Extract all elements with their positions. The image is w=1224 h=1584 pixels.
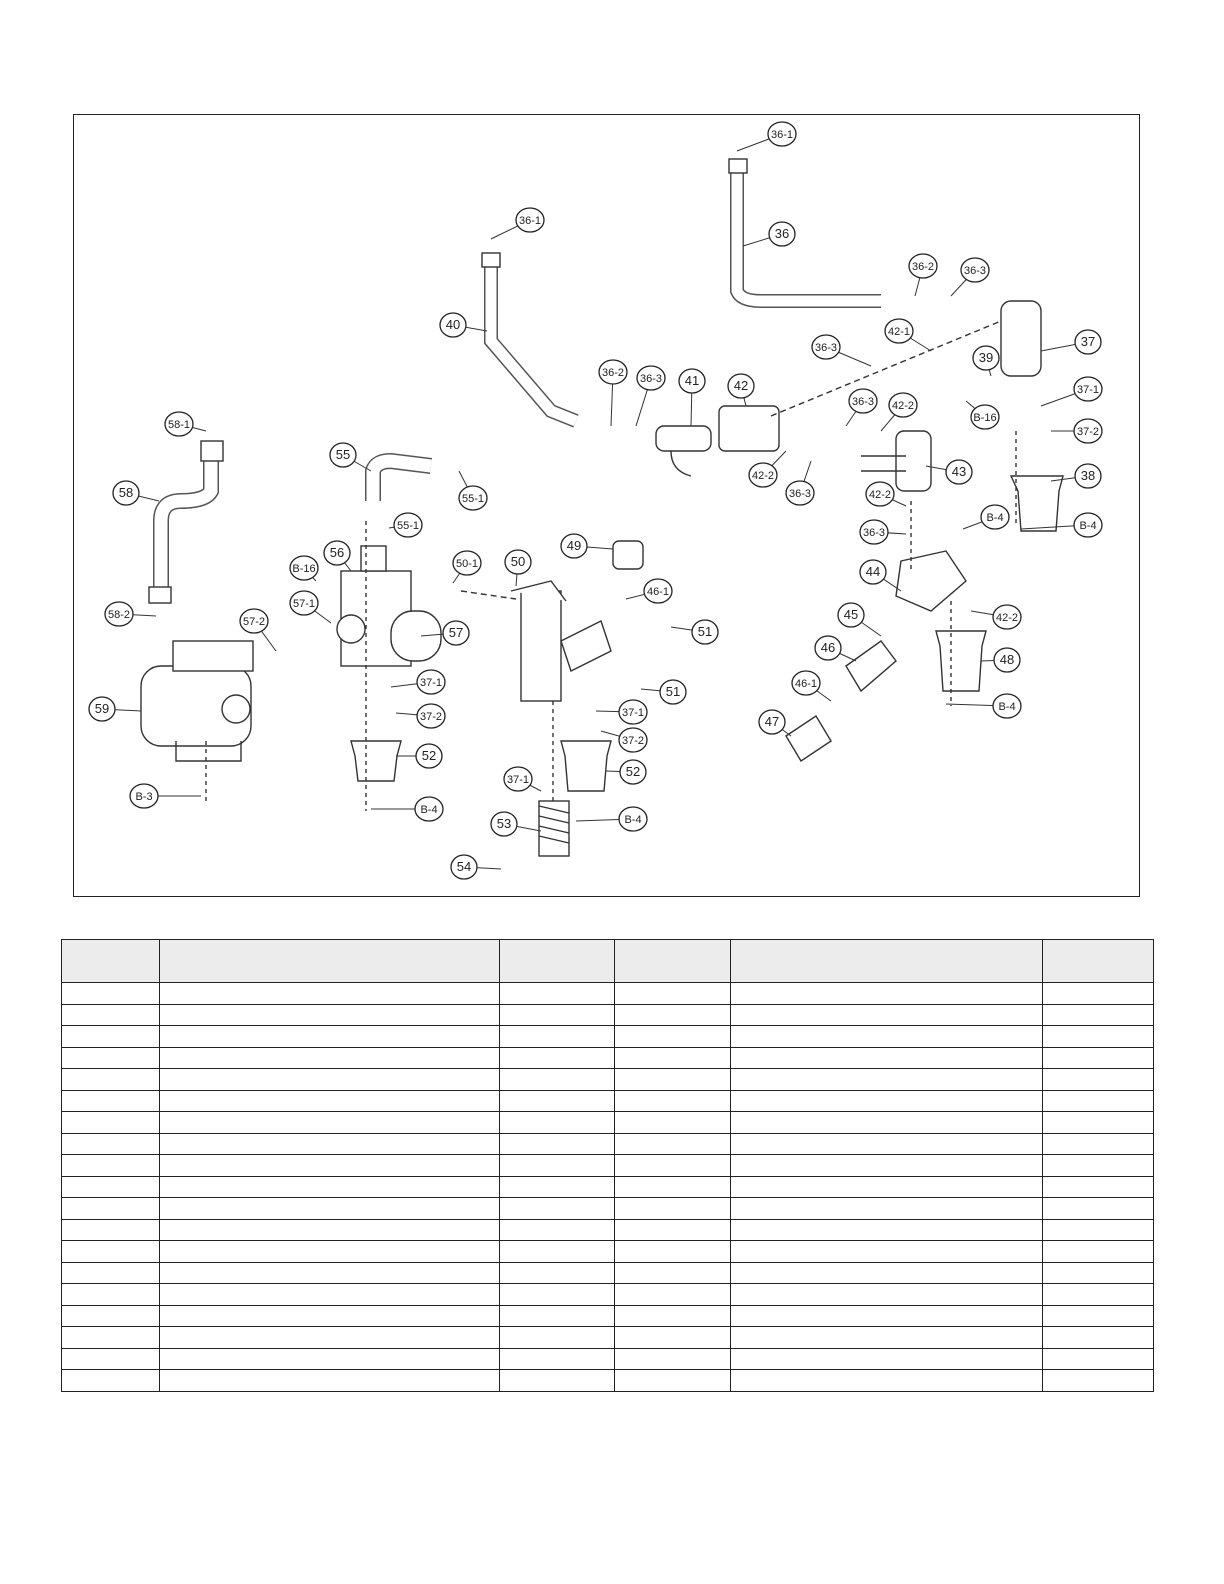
table-cell (731, 983, 1043, 1005)
table-cell (160, 983, 500, 1005)
header-cell (1043, 940, 1154, 983)
base-52-right (561, 741, 611, 791)
table-cell (1043, 1026, 1154, 1048)
header-cell (62, 940, 160, 983)
header-cell (615, 940, 731, 983)
header-cell (500, 940, 615, 983)
cap-49 (613, 541, 643, 569)
callout-label: 36-2 (911, 261, 935, 273)
table-cell (615, 1262, 731, 1284)
callout-label: 46-1 (646, 586, 670, 598)
table-cell (1043, 1219, 1154, 1241)
pipe-40-nut (482, 253, 500, 267)
table-cell (500, 1047, 615, 1069)
callout-42-2a (889, 393, 917, 417)
callout-label: 37-2 (621, 735, 645, 747)
table-cell (731, 1370, 1043, 1392)
table-cell (1043, 1004, 1154, 1026)
callout-label: B-16 (973, 412, 997, 424)
callout-label: B-4 (1079, 520, 1097, 532)
callout-label: 36-2 (601, 367, 625, 379)
table-cell (500, 1305, 615, 1327)
table-cell (62, 1176, 160, 1198)
callout-40 (440, 313, 466, 337)
callout-37-2c (619, 728, 647, 752)
callout-label: 56 (329, 545, 345, 560)
callout-label: 36-1 (518, 215, 542, 227)
callout-label: B-4 (420, 804, 438, 816)
sensor-42 (719, 406, 779, 451)
table-cell (1043, 1348, 1154, 1370)
callout-36-2b (599, 360, 627, 384)
table-cell (615, 1047, 731, 1069)
callout-label: 36 (774, 226, 790, 241)
table-cell (500, 1069, 615, 1091)
callout-36-3f (860, 520, 888, 544)
table-row (62, 1348, 1154, 1370)
pump-59 (141, 641, 253, 761)
table-cell (62, 1004, 160, 1026)
callout-36-1a (768, 122, 796, 146)
table-cell (731, 1047, 1043, 1069)
callout-48 (994, 648, 1020, 672)
table-cell (500, 1026, 615, 1048)
callout-label: 37 (1080, 334, 1096, 349)
table-cell (731, 1241, 1043, 1263)
callout-label: 52 (421, 748, 437, 763)
union-44 (896, 551, 966, 611)
callout-37-2b (417, 704, 445, 728)
table-cell (62, 1155, 160, 1177)
table-row (62, 1370, 1154, 1392)
table-cell (1043, 1112, 1154, 1134)
callout-label: 42 (733, 378, 749, 393)
callout-59 (89, 697, 115, 721)
table-cell (160, 1069, 500, 1091)
callout-label: 54 (456, 859, 472, 874)
callout-label: 37-1 (506, 774, 530, 786)
table-row (62, 1305, 1154, 1327)
callout-label: 49 (566, 538, 582, 553)
callout-label: 44 (865, 564, 881, 579)
callout-label: 46 (820, 640, 836, 655)
header-cell (731, 940, 1043, 983)
callout-label: 50-1 (455, 558, 479, 570)
table-cell (1043, 1241, 1154, 1263)
callout-42-2c (866, 482, 894, 506)
callout-54 (451, 855, 477, 879)
callout-label: B-16 (292, 563, 316, 575)
callout-label: 52 (625, 764, 641, 779)
table-header-row (62, 940, 1154, 983)
table-cell (1043, 1069, 1154, 1091)
table-row (62, 1176, 1154, 1198)
callout-55-1a (459, 486, 487, 510)
table-cell (500, 1155, 615, 1177)
table-cell (615, 983, 731, 1005)
table-cell (615, 1112, 731, 1134)
table-row (62, 1155, 1154, 1177)
callout-label: 42-2 (751, 470, 775, 482)
callout-label: 48 (999, 652, 1015, 667)
table-cell (62, 1133, 160, 1155)
callout-label: 42-2 (868, 489, 892, 501)
header-cell (160, 940, 500, 983)
callout-B-3 (130, 784, 158, 808)
callout-37-2a (1074, 419, 1102, 443)
callout-50-1 (453, 551, 481, 575)
table-row (62, 1284, 1154, 1306)
table-cell (615, 1133, 731, 1155)
callout-B-4c (993, 694, 1021, 718)
table-cell (160, 1241, 500, 1263)
callout-label: 58 (118, 485, 134, 500)
callout-37-1d (504, 767, 532, 791)
table-cell (615, 1348, 731, 1370)
callout-36-3a (961, 258, 989, 282)
table-cell (62, 1026, 160, 1048)
callout-52b (620, 760, 646, 784)
table-cell (500, 1327, 615, 1349)
callout-55-1b (394, 513, 422, 537)
callout-label: 36-3 (963, 265, 987, 277)
callout-label: 45 (843, 607, 859, 622)
callout-56 (324, 541, 350, 565)
callout-46-1b (792, 671, 820, 695)
table-cell (731, 1327, 1043, 1349)
callout-label: 57-2 (242, 616, 266, 628)
parts-list-table (61, 939, 1154, 1392)
callout-36-3d (849, 389, 877, 413)
table-row (62, 1090, 1154, 1112)
table-cell (62, 1090, 160, 1112)
table-cell (160, 1198, 500, 1220)
table-cell (615, 1004, 731, 1026)
callout-B-4b (1074, 513, 1102, 537)
table-cell (731, 1069, 1043, 1091)
callout-41 (679, 369, 705, 393)
pipe-58 (161, 456, 211, 591)
callout-B-4d (415, 797, 443, 821)
table-cell (160, 1219, 500, 1241)
base-48 (936, 631, 986, 691)
table-cell (1043, 1262, 1154, 1284)
callout-55 (330, 443, 356, 467)
table-cell (1043, 1198, 1154, 1220)
callout-45 (838, 603, 864, 627)
callout-36-3c (637, 366, 665, 390)
table-cell (160, 1155, 500, 1177)
callout-58-2 (105, 602, 133, 626)
pipe-36-nut (729, 159, 747, 173)
table-cell (62, 1284, 160, 1306)
table-cell (615, 1241, 731, 1263)
callout-42-2b (749, 463, 777, 487)
callout-label: 57-1 (292, 598, 316, 610)
base-38 (1011, 476, 1063, 531)
table-cell (62, 1198, 160, 1220)
table-cell (615, 1069, 731, 1091)
table-cell (731, 1004, 1043, 1026)
table-cell (500, 1370, 615, 1392)
table-cell (160, 1112, 500, 1134)
table-cell (1043, 1133, 1154, 1155)
callout-43 (946, 460, 972, 484)
callout-label: B-4 (998, 701, 1016, 713)
table-cell (731, 1112, 1043, 1134)
callout-label: 51 (697, 624, 713, 639)
table-cell (615, 1327, 731, 1349)
table-row (62, 1241, 1154, 1263)
table-cell (615, 1090, 731, 1112)
table-cell (160, 1090, 500, 1112)
callout-B-16a (971, 405, 999, 429)
exploded-parts-diagram (73, 114, 1140, 897)
callout-label: 58-2 (107, 609, 131, 621)
callout-label: 57 (448, 625, 464, 640)
table-cell (62, 1262, 160, 1284)
valve-body-57 (337, 546, 441, 666)
callout-B-16b (290, 556, 318, 580)
table-cell (615, 1370, 731, 1392)
callout-label: 55-1 (396, 520, 420, 532)
table-cell (160, 1004, 500, 1026)
callout-label: 46-1 (794, 678, 818, 690)
base-52-left (351, 741, 401, 781)
table-cell (160, 1262, 500, 1284)
callout-label: 41 (684, 373, 700, 388)
table-cell (500, 1262, 615, 1284)
table-cell (1043, 1284, 1154, 1306)
callout-label: 51 (665, 684, 681, 699)
table-row (62, 1327, 1154, 1349)
callout-36 (769, 222, 795, 246)
table-cell (500, 1112, 615, 1134)
table-cell (62, 1219, 160, 1241)
table-cell (1043, 1327, 1154, 1349)
table-cell (615, 1284, 731, 1306)
callout-label: 58-1 (167, 419, 191, 431)
callout-57 (443, 621, 469, 645)
callout-39 (973, 346, 999, 370)
callout-label: 36-1 (770, 129, 794, 141)
callout-53 (491, 812, 517, 836)
table-cell (615, 1026, 731, 1048)
callout-37 (1075, 330, 1101, 354)
table-cell (731, 1348, 1043, 1370)
callout-label: B-4 (986, 512, 1004, 524)
callout-44 (860, 560, 886, 584)
table-cell (500, 1133, 615, 1155)
table-cell (500, 1090, 615, 1112)
elbow-37 (1001, 301, 1041, 376)
table-cell (500, 983, 615, 1005)
callout-52a (416, 744, 442, 768)
callout-label: 42-2 (891, 400, 915, 412)
callout-42-2d (993, 605, 1021, 629)
callout-36-1b (516, 208, 544, 232)
table-cell (62, 1112, 160, 1134)
table-cell (500, 1219, 615, 1241)
table-cell (731, 1090, 1043, 1112)
callout-46 (815, 636, 841, 660)
table-row (62, 1026, 1154, 1048)
table-cell (615, 1155, 731, 1177)
callout-label: 42-2 (995, 612, 1019, 624)
table-cell (1043, 1090, 1154, 1112)
callout-51a (692, 620, 718, 644)
callout-label: 37-1 (1076, 384, 1100, 396)
table-cell (1043, 1155, 1154, 1177)
table-row (62, 1004, 1154, 1026)
diagram-drawing (74, 115, 1141, 898)
table-row (62, 1198, 1154, 1220)
callout-42 (728, 374, 754, 398)
callout-57-1 (290, 591, 318, 615)
table-cell (1043, 1047, 1154, 1069)
table-cell (500, 1348, 615, 1370)
callout-37-1b (417, 670, 445, 694)
callout-50 (505, 550, 531, 574)
strainer-46 (846, 641, 896, 691)
table-cell (731, 1219, 1043, 1241)
callout-label: 36-3 (814, 342, 838, 354)
table-cell (160, 1047, 500, 1069)
table-row (62, 1262, 1154, 1284)
table-cell (500, 1198, 615, 1220)
table-row (62, 1133, 1154, 1155)
table-cell (62, 1069, 160, 1091)
callout-51b (660, 680, 686, 704)
elbow-43 (896, 431, 931, 491)
callout-36-3b (812, 335, 840, 359)
pipe-58-nut-top (201, 441, 223, 461)
callout-label: 36-3 (788, 488, 812, 500)
callout-label: 37-1 (621, 707, 645, 719)
callout-57-2 (240, 609, 268, 633)
callout-label: 59 (94, 701, 110, 716)
callout-47 (759, 710, 785, 734)
table-cell (615, 1176, 731, 1198)
table-row (62, 1112, 1154, 1134)
table-cell (731, 1284, 1043, 1306)
table-cell (500, 1241, 615, 1263)
table-cell (731, 1305, 1043, 1327)
table-cell (160, 1327, 500, 1349)
callout-label: 36-3 (851, 396, 875, 408)
table-cell (731, 1198, 1043, 1220)
callout-B-4e (619, 807, 647, 831)
callout-36-2a (909, 254, 937, 278)
callout-label: 43 (951, 464, 967, 479)
callout-46-1a (644, 579, 672, 603)
callout-label: 42-1 (887, 326, 911, 338)
table-cell (1043, 983, 1154, 1005)
callout-58-1 (165, 412, 193, 436)
table-cell (500, 1004, 615, 1026)
callout-label: 55 (335, 447, 351, 462)
table-cell (615, 1198, 731, 1220)
table-cell (62, 1241, 160, 1263)
table-cell (160, 1305, 500, 1327)
table-row (62, 1219, 1154, 1241)
table-cell (731, 1026, 1043, 1048)
table-cell (731, 1262, 1043, 1284)
table-cell (160, 1176, 500, 1198)
component-41 (656, 426, 711, 451)
table-cell (62, 1327, 160, 1349)
callout-36-3e (786, 481, 814, 505)
table-cell (160, 1284, 500, 1306)
table-cell (615, 1305, 731, 1327)
callout-42-1 (885, 319, 913, 343)
callout-label: 36-3 (639, 373, 663, 385)
callout-label: 55-1 (461, 493, 485, 505)
callout-label: 37-2 (419, 711, 443, 723)
table-cell (1043, 1305, 1154, 1327)
callout-38 (1075, 464, 1101, 488)
table-cell (731, 1176, 1043, 1198)
table-cell (731, 1155, 1043, 1177)
table-cell (62, 983, 160, 1005)
callout-label: 37-2 (1076, 426, 1100, 438)
table-cell (500, 1176, 615, 1198)
pipe-36 (737, 169, 881, 301)
table-cell (615, 1219, 731, 1241)
callout-58 (113, 481, 139, 505)
table-cell (62, 1348, 160, 1370)
callout-label: 39 (978, 350, 994, 365)
callout-37-1a (1074, 377, 1102, 401)
table-cell (500, 1284, 615, 1306)
callout-label: 37-1 (419, 677, 443, 689)
callout-label: 36-3 (862, 527, 886, 539)
pipe-58-nut-bottom (149, 587, 171, 603)
table-cell (62, 1370, 160, 1392)
callout-label: 53 (496, 816, 512, 831)
callout-label: 38 (1080, 468, 1096, 483)
cap-47 (786, 716, 831, 761)
table-cell (160, 1370, 500, 1392)
callout-B-4a (981, 505, 1009, 529)
table-cell (1043, 1370, 1154, 1392)
table-cell (731, 1133, 1043, 1155)
callout-label: 47 (764, 714, 780, 729)
callout-label: 40 (445, 317, 461, 332)
callout-label: B-3 (135, 791, 153, 803)
table-row (62, 1069, 1154, 1091)
table-cell (160, 1133, 500, 1155)
callout-label: B-4 (624, 814, 642, 826)
callout-49 (561, 534, 587, 558)
callout-37-1c (619, 700, 647, 724)
table-row (62, 1047, 1154, 1069)
callout-label: 50 (510, 554, 526, 569)
table-cell (160, 1026, 500, 1048)
table-row (62, 983, 1154, 1005)
manifold-50 (511, 581, 611, 701)
table-cell (160, 1348, 500, 1370)
table-cell (1043, 1176, 1154, 1198)
table-cell (62, 1047, 160, 1069)
table-cell (62, 1305, 160, 1327)
